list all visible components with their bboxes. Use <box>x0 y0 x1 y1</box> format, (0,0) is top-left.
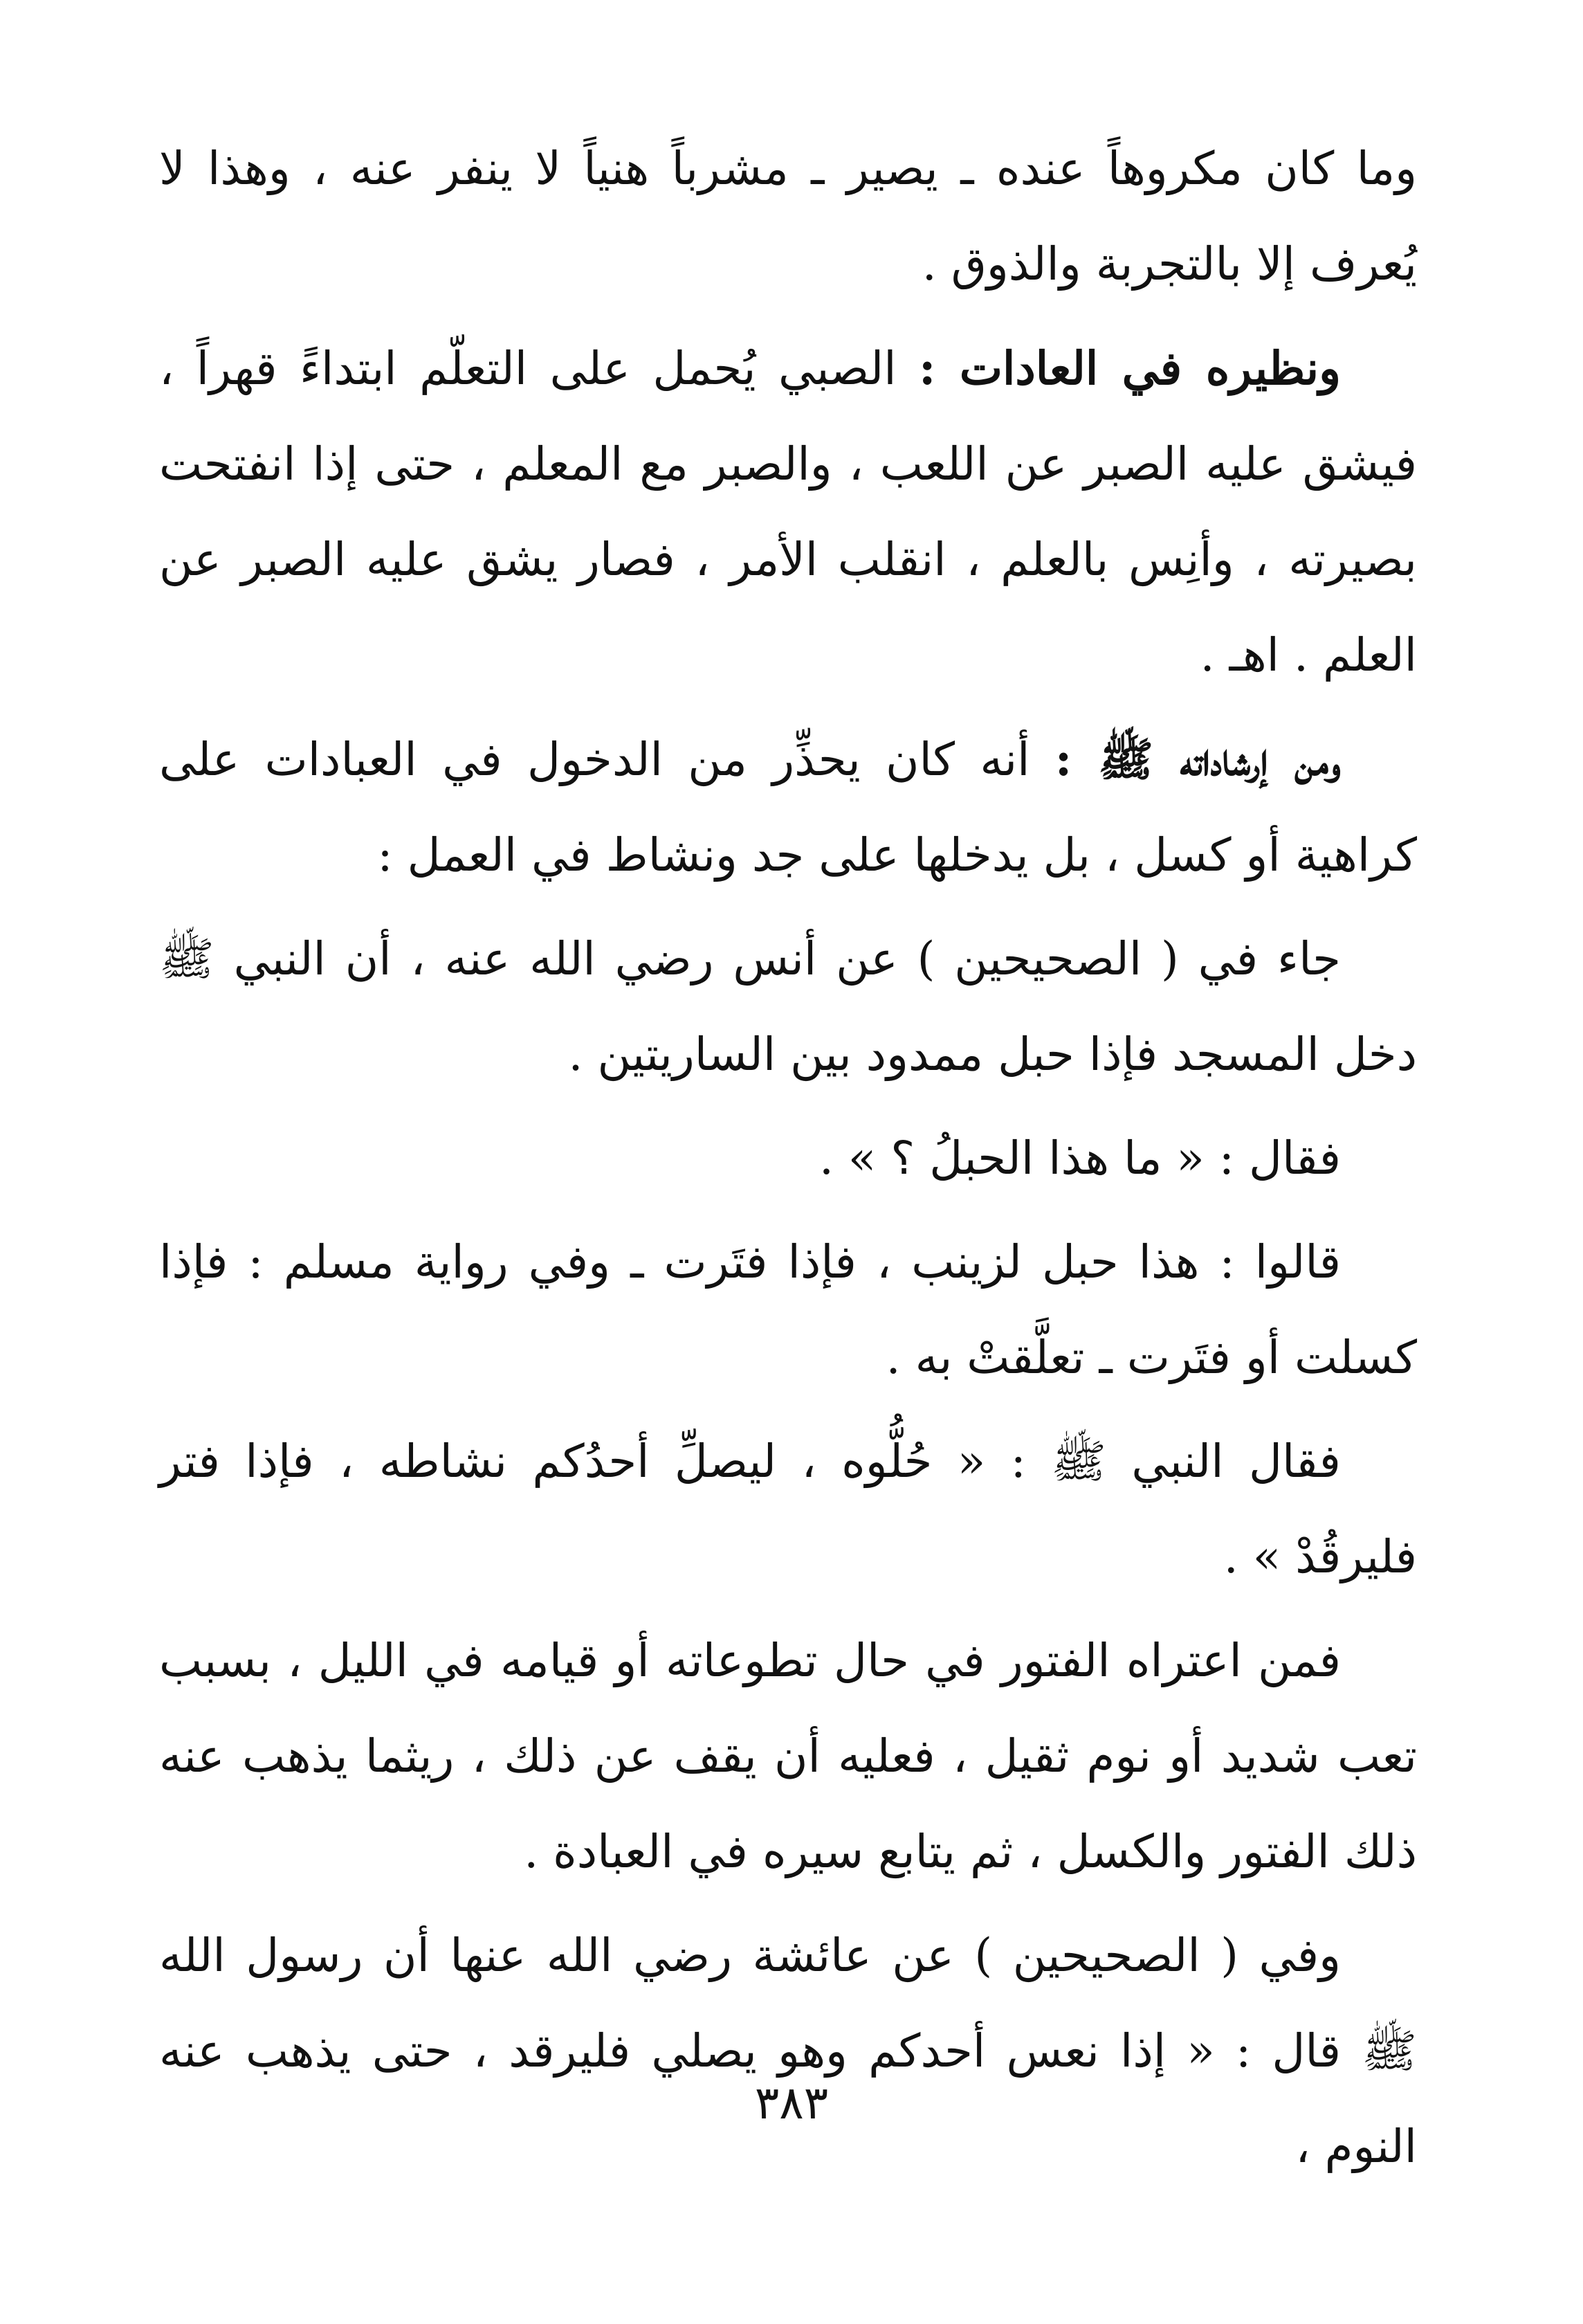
paragraph-4-text: جاء في ( الصحيحين ) عن أنس رضي الله عنه ، أن النبي ﷺ دخل المسجد فإذا حبل ممدود بين الساريتين . <box>159 932 1417 1081</box>
paragraph-6-text: قالوا : هذا حبل لزينب ، فإذا فتَرت ـ وفي رواية مسلم : فإذا كسلت أو فتَرت ـ تعلَّقتْ به . <box>159 1235 1417 1384</box>
paragraph-2-text: الصبي يُحمل على التعلّم ابتداءً قهراً ، فيشق عليه الصبر عن اللعب ، والصبر مع المعلم ، حتى إذا انفتحت بصيرته ، وأنِس بالعلم ، انقلب الأمر ، فصار يشق عليه الصبر عن العلم . اهـ . <box>159 342 1417 682</box>
paragraph-4 <box>159 911 1417 1102</box>
paragraph-7 <box>159 1414 1417 1605</box>
page-number: ٣٨٣ <box>754 2076 829 2130</box>
paragraph-3-text: أنه كان يحذِّر من الدخول في العبادات على كراهية أو كسل ، بل يدخلها على جد ونشاط في العمل : <box>159 733 1417 882</box>
paragraph-8 <box>159 1613 1417 1900</box>
paragraph-9-text: وفي ( الصحيحين ) عن عائشة رضي الله عنها أن رسول الله ﷺ قال : « إذا نعس أحدكم وهو يصلي فليرقد ، حتى يذهب عنه النوم ، <box>159 1929 1417 2173</box>
paragraph-2-lead: ونظيره في العادات : <box>919 341 1341 395</box>
paragraph-5-text: فقال : « ما هذا الحبلُ ؟ » . <box>818 1132 1341 1185</box>
paragraph-7-text: فقال النبي ﷺ : « حُلُّوه ، ليصلِّ أحدُكم نشاطه ، فإذا فتر فليرقُدْ » . <box>159 1435 1417 1583</box>
paragraph-1 <box>159 121 1417 312</box>
paragraph-3 <box>159 711 1417 903</box>
paragraph-6 <box>159 1215 1417 1406</box>
paragraph-9 <box>159 1908 1417 2195</box>
paragraph-5 <box>159 1111 1417 1206</box>
paragraph-2 <box>159 320 1417 703</box>
paragraph-3-lead: ومن إرشاداته ﷺ : <box>1054 732 1341 786</box>
paragraph-1-text: وما كان مكروهاً عنده ـ يصير ـ مشرباً هنياً لا ينفر عنه ، وهذا لا يُعرف إلا بالتجربة والذوق . <box>159 142 1417 291</box>
body-text <box>159 121 1417 2203</box>
paragraph-8-text: فمن اعتراه الفتور في حال تطوعاته أو قيامه في الليل ، بسبب تعب شديد أو نوم ثقيل ، فعليه أن يقف عن ذلك ، ريثما يذهب عنه ذلك الفتور والكسل ، ثم يتابع سيره في العبادة . <box>159 1634 1417 1878</box>
